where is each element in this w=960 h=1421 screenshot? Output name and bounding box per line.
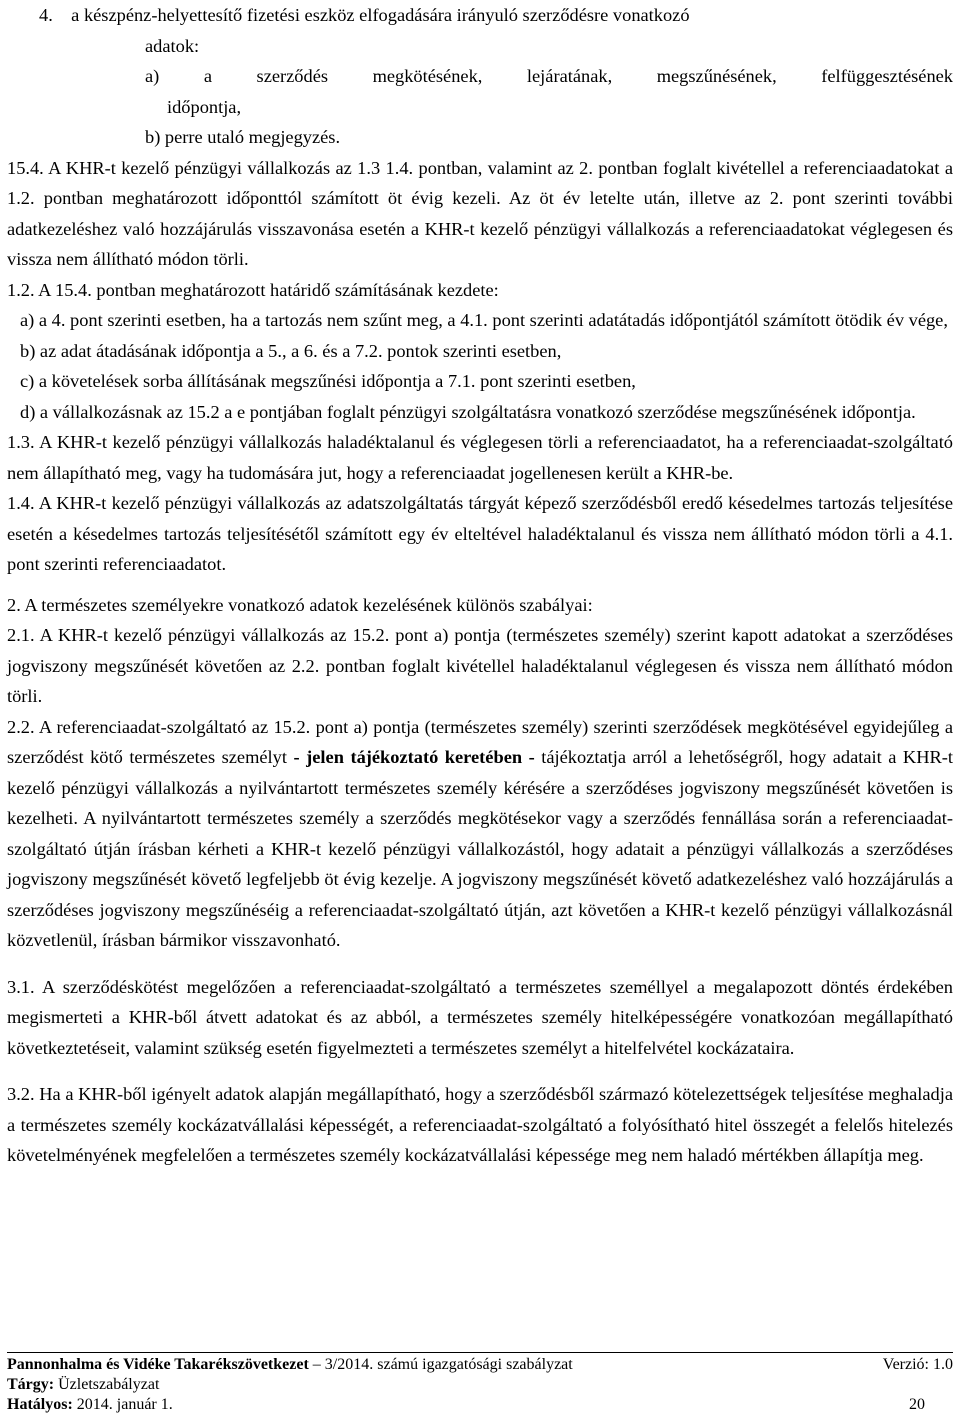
paragraph-1-2-item-b: b) az adat átadásának időpontja a 5., a 6. és a 7.2. pontok szerinti esetben, xyxy=(20,340,562,361)
section-4-item-b: b) perre utaló megjegyzés. xyxy=(145,127,341,147)
footer-subject-label: Tárgy: xyxy=(7,1376,55,1393)
paragraph-2-2-part-1: 2.2. A referenciaadat-szolgáltató az 15.2. pont a) pontja (természetes személy) szerinti szerződések megkötésével egyidejűleg a szerződést kötő természetes személyt xyxy=(7,716,953,767)
footer-row-2 xyxy=(7,1375,953,1395)
footer-subject xyxy=(7,1375,159,1395)
paragraph-3-2: 3.2. Ha a KHR-ből igényelt adatok alapján megállapítható, hogy a szerződésből származó kötelezettségek teljesítése meghaladja a természetes személy kockázatvállalási képességét, a referenciaadat-szolgáltató a folyósítható hitel összegét a felelős hitelezés követelményének megfelelően a természetes személy kockázatvállalási képessége meg nem haladó mértékben állapítja meg. xyxy=(7,1084,953,1165)
paragraph-1-2-heading: 1.2. A 15.4. pontban meghatározott határidő számításának kezdete: xyxy=(7,279,499,300)
page-footer xyxy=(7,1355,953,1415)
paragraph-3-1: 3.1. A szerződéskötést megelőzően a referenciaadat-szolgáltató a természetes személlyel a megalapozott döntés érdekében megismerteti a KHR-ből átvett adatokat és az abból, a természetes személy hitelképességére vonatkozóan megállapítható következtetéseit, valamint szükség esetén figyelmezteti a természetes személyt a hitelfelvétel kockázataira. xyxy=(7,976,953,1058)
footer-row-3 xyxy=(7,1395,953,1415)
document-body xyxy=(7,0,953,1171)
paragraph-15-4: 15.4. A KHR-t kezelő pénzügyi vállalkozás az 1.3 1.4. pontban, valamint az 2. pontban foglalt kivétellel a referenciaadatokat a 1.2. pontban meghatározott időponttól számított öt évig kezeli. Az öt év letelte után, illetve az 2. pont szerinti további adatkezeléshez való hozzájárulás visszavonása esetén a KHR-t kezelő pénzügyi vállalkozás a referenciaadatokat véglegesen és vissza nem állítható módon törli. xyxy=(7,157,953,269)
paragraph-1-2-item-d: d) a vállalkozásnak az 15.2 a e pontjában foglalt pénzügyi szolgáltatásra vonatkozó szerződése megszűnésének időpontja. xyxy=(20,401,916,422)
footer-subject-value: Üzletszabályzat xyxy=(54,1376,160,1393)
section-4-item-a-cont: időpontja, xyxy=(167,96,242,117)
footer-regulation: – 3/2014. számú igazgatósági szabályzat xyxy=(308,1356,573,1373)
section-2-heading: 2. A természetes személyekre vonatkozó adatok kezelésének különös szabályai: xyxy=(7,594,593,615)
footer-divider xyxy=(7,1352,953,1353)
section-4-line-1: 4. a készpénz-helyettesítő fizetési eszköz elfogadására irányuló szerződésre vonatkozó xyxy=(39,5,690,25)
footer-version: Verzió: 1.0 xyxy=(882,1356,953,1373)
footer-effective xyxy=(7,1395,173,1415)
page-number: 20 xyxy=(909,1396,925,1413)
footer-effective-value: 2014. január 1. xyxy=(72,1396,173,1413)
footer-effective-label: Hatályos: xyxy=(7,1396,73,1413)
section-4-item-a: a) a szerződés megkötésének, lejáratának, megszűnésének, felfüggesztésének xyxy=(145,66,953,86)
paragraph-1-3: 1.3. A KHR-t kezelő pénzügyi vállalkozás haladéktalanul és véglegesen törli a referenciaadatot, ha a referenciaadat-szolgáltató nem állapítható meg, vagy ha tudomására jut, hogy a referenciaadat jogellenesen került a KHR-be. xyxy=(7,432,953,483)
paragraph-1-2-item-c: c) a követelések sorba állításának megszűnési időpontja a 7.1. pont szerinti esetben, xyxy=(20,371,636,391)
footer-org-name: Pannonhalma és Vidéke Takarékszövetkezet xyxy=(7,1356,309,1373)
footer-organization xyxy=(7,1355,573,1375)
paragraph-2-2-bold: - jelen tájékoztató keretében - xyxy=(293,747,535,767)
paragraph-2-1: 2.1. A KHR-t kezelő pénzügyi vállalkozás az 15.2. pont a) pontja (természetes személy) szerint kapott adatokat a szerződéses jogviszony megszűnését követően az 2.2. pontban foglalt kivétellel haladéktalanul véglegesen és vissza nem állítható módon törli. xyxy=(7,625,953,706)
paragraph-1-4: 1.4. A KHR-t kezelő pénzügyi vállalkozás az adatszolgáltatás tárgyát képező szerződésből eredő késedelmes tartozás teljesítése esetén a késedelmes tartozás teljesítésétől számított egy év elteltével haladéktalanul és vissza nem állítható módon törli a 4.1. pont szerinti referenciaadatot. xyxy=(7,493,953,574)
section-4-line-2: adatok: xyxy=(145,35,200,56)
paragraph-2-2-part-2: tájékoztatja arról a lehetőségről, hogy adatait a KHR-t kezelő pénzügyi vállalkozás a nyilvántartott természetes személy kérésére a szerződéses jogviszony megszűnését követően is kezelheti. A nyilvántartott természetes személy a szerződés megkötésekor vagy a szerződés fennállása során a referenciaadat-szolgáltató útján írásban kérheti a KHR-t kezelő pénzügyi vállalkozástól, hogy adatait a pénzügyi vállalkozás a szerződéses jogviszony megszűnését követő legfeljebb öt évig kezelje. A jogviszony megszűnését követő adatkezeléshez való hozzájárulás a szerződéses jogviszony megszűnéséig a referenciaadat-szolgáltató útján, azt követően a KHR-t kezelő pénzügyi vállalkozásnál közvetlenül, írásban bármikor visszavonható. xyxy=(7,747,953,950)
paragraph-2-2 xyxy=(7,712,953,956)
paragraph-1-2-item-a: a) a 4. pont szerinti esetben, ha a tartozás nem szűnt meg, a 4.1. pont szerinti adatátadás időpontjától számított ötödik év vége, xyxy=(20,310,948,330)
footer-row-1 xyxy=(7,1355,953,1375)
